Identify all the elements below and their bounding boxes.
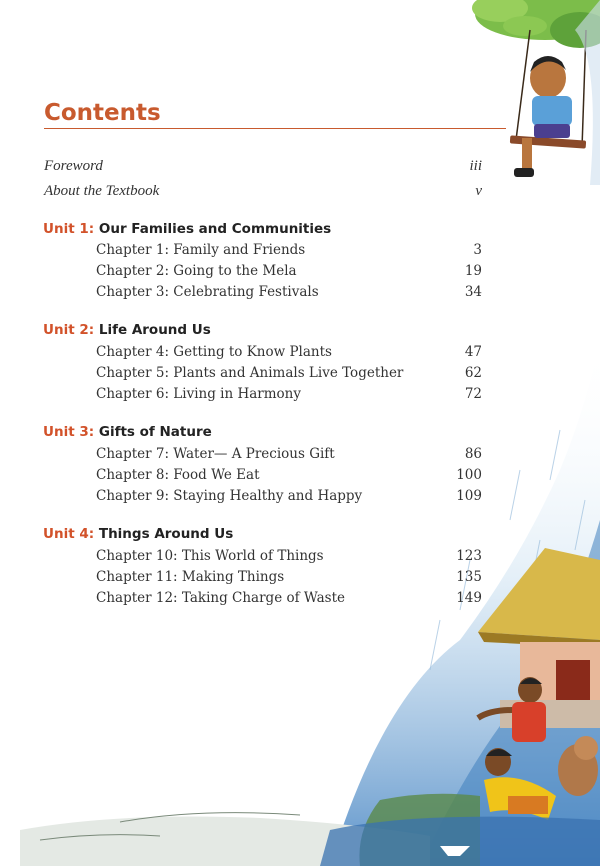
chapter-page: 123 (456, 548, 482, 564)
chapter-page: 109 (456, 488, 482, 504)
chapter-page: 100 (456, 467, 482, 483)
title-divider (44, 128, 506, 129)
unit-number: Unit 1: (43, 221, 95, 237)
front-matter-page: v (475, 183, 482, 199)
unit-heading (43, 526, 233, 542)
unit-heading (43, 424, 212, 440)
chapter-title: Chapter 8: Food We Eat (96, 467, 260, 483)
chapter-title: Chapter 1: Family and Friends (96, 242, 306, 258)
chapter-page: 62 (464, 365, 482, 381)
chapter-page: 47 (464, 344, 482, 360)
unit-number: Unit 4: (43, 526, 95, 542)
chapter-page: 34 (464, 284, 482, 300)
unit-heading (43, 221, 331, 237)
chapter-title: Chapter 3: Celebrating Festivals (96, 284, 319, 300)
chapter-title: Chapter 7: Water— A Precious Gift (96, 446, 335, 462)
chapter-title: Chapter 4: Getting to Know Plants (96, 344, 332, 360)
chapter-page: 19 (464, 263, 482, 279)
chapter-title: Chapter 6: Living in Harmony (96, 386, 301, 402)
unit-heading (43, 322, 211, 338)
unit-title: Things Around Us (98, 526, 234, 542)
page-title: Contents (44, 100, 161, 126)
chapter-title: Chapter 5: Plants and Animals Live Together (96, 365, 404, 381)
front-matter-page: iii (469, 158, 482, 174)
chapter-title: Chapter 10: This World of Things (96, 548, 324, 564)
unit-title: Our Families and Communities (98, 221, 332, 237)
front-matter-label: About the Textbook (44, 183, 160, 199)
chapter-title: Chapter 12: Taking Charge of Waste (96, 590, 345, 606)
unit-number: Unit 3: (43, 424, 95, 440)
chapter-page: 72 (464, 386, 482, 402)
chapter-title: Chapter 2: Going to the Mela (96, 263, 297, 279)
chapter-page: 149 (456, 590, 482, 606)
front-matter-label: Foreword (44, 158, 103, 174)
chapter-page: 86 (464, 446, 482, 462)
unit-number: Unit 2: (43, 322, 95, 338)
chapter-title: Chapter 9: Staying Healthy and Happy (96, 488, 363, 504)
unit-title: Gifts of Nature (98, 424, 212, 440)
chapter-page: 3 (473, 242, 482, 258)
unit-title: Life Around Us (98, 322, 211, 338)
chapter-title: Chapter 11: Making Things (96, 569, 285, 585)
chapter-page: 135 (456, 569, 482, 585)
